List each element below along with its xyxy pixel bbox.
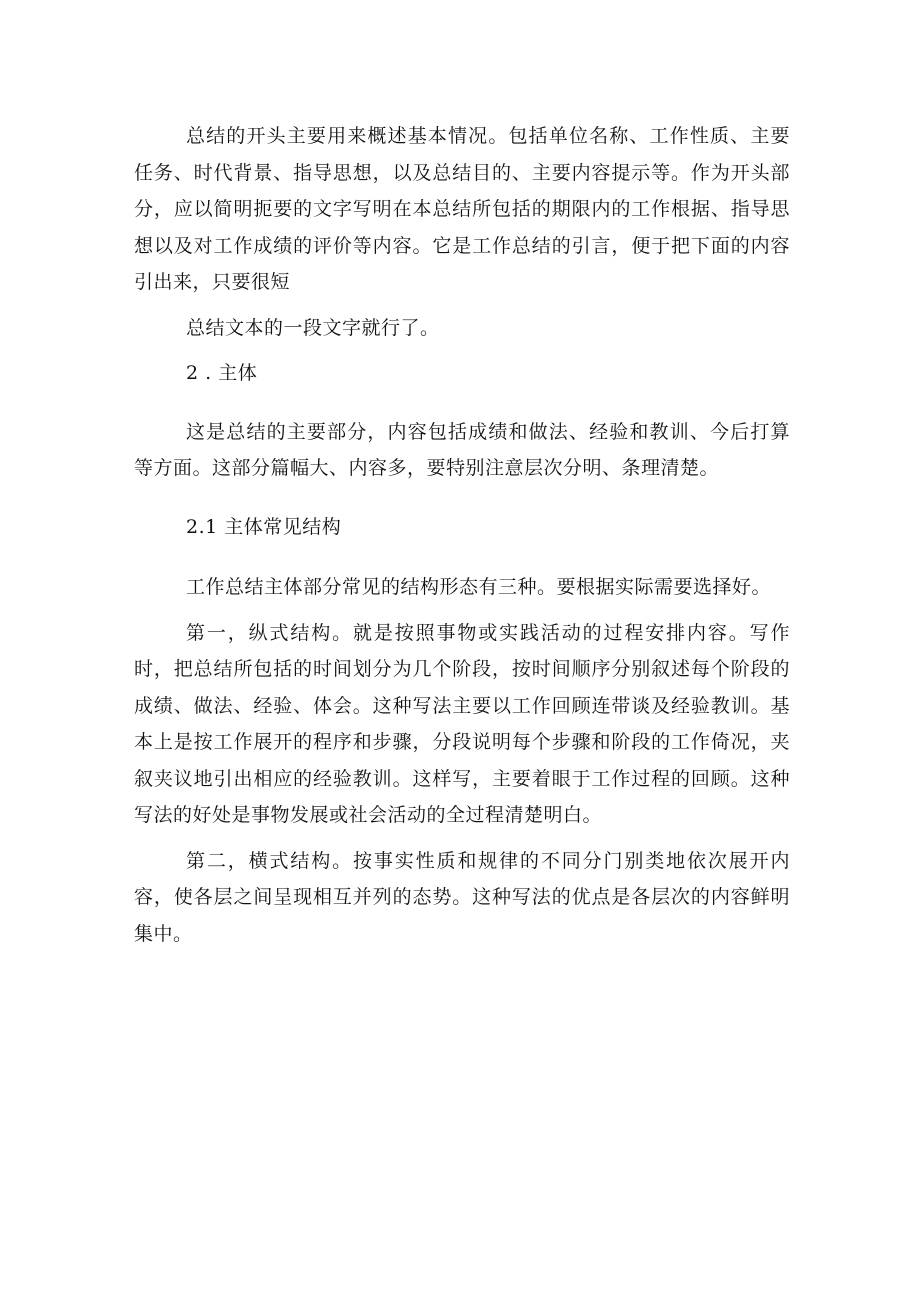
paragraph-intro: 总结的开头主要用来概述基本情况。包括单位名称、工作性质、主要任务、时代背景、指导思想，以及总结目的、主要内容提示等。作为开头部分，应以简明扼要的文字写明在本总结所包括的期限内的工作根据、指导思想以及对工作成绩的评价等内容。它是工作总结的引言，便于把下面的内容引出来，只要很短 <box>134 125 790 293</box>
document-body <box>134 118 790 952</box>
paragraph-intro-continued: 总结文本的一段文字就行了。 <box>186 316 440 339</box>
paragraph-horizontal-structure: 第二，横式结构。按事实性质和规律的不同分门别类地依次展开内容，使各层之间呈现相互并列的态势。这种写法的优点是各层次的内容鲜明集中。 <box>134 849 790 945</box>
subsection-heading-structure: 2.1 主体常见结构 <box>186 515 342 538</box>
paragraph-vertical-structure: 第一，纵式结构。就是按照事物或实践活动的过程安排内容。写作时，把总结所包括的时间划分为几个阶段，按时间顺序分别叙述每个阶段的成绩、做法、经验、体会。这种写法主要以工作回顾连带谈及经验教训。基本上是按工作展开的程序和步骤，分段说明每个步骤和阶段的工作倚况，夹叙夹议地引出相应的经验教训。这样写，主要着眼于工作过程的回顾。这种写法的好处是事物发展或社会活动的全过程清楚明白。 <box>134 621 790 826</box>
paragraph-main-body: 这是总结的主要部分，内容包括成绩和做法、经验和教训、今后打算等方面。这部分篇幅大、内容多，要特别注意层次分明、条理清楚。 <box>134 420 790 479</box>
section-heading-main-body: 2 . 主体 <box>186 362 258 384</box>
paragraph-structure-types: 工作总结主体部分常见的结构形态有三种。要根据实际需要选择好。 <box>186 576 772 598</box>
